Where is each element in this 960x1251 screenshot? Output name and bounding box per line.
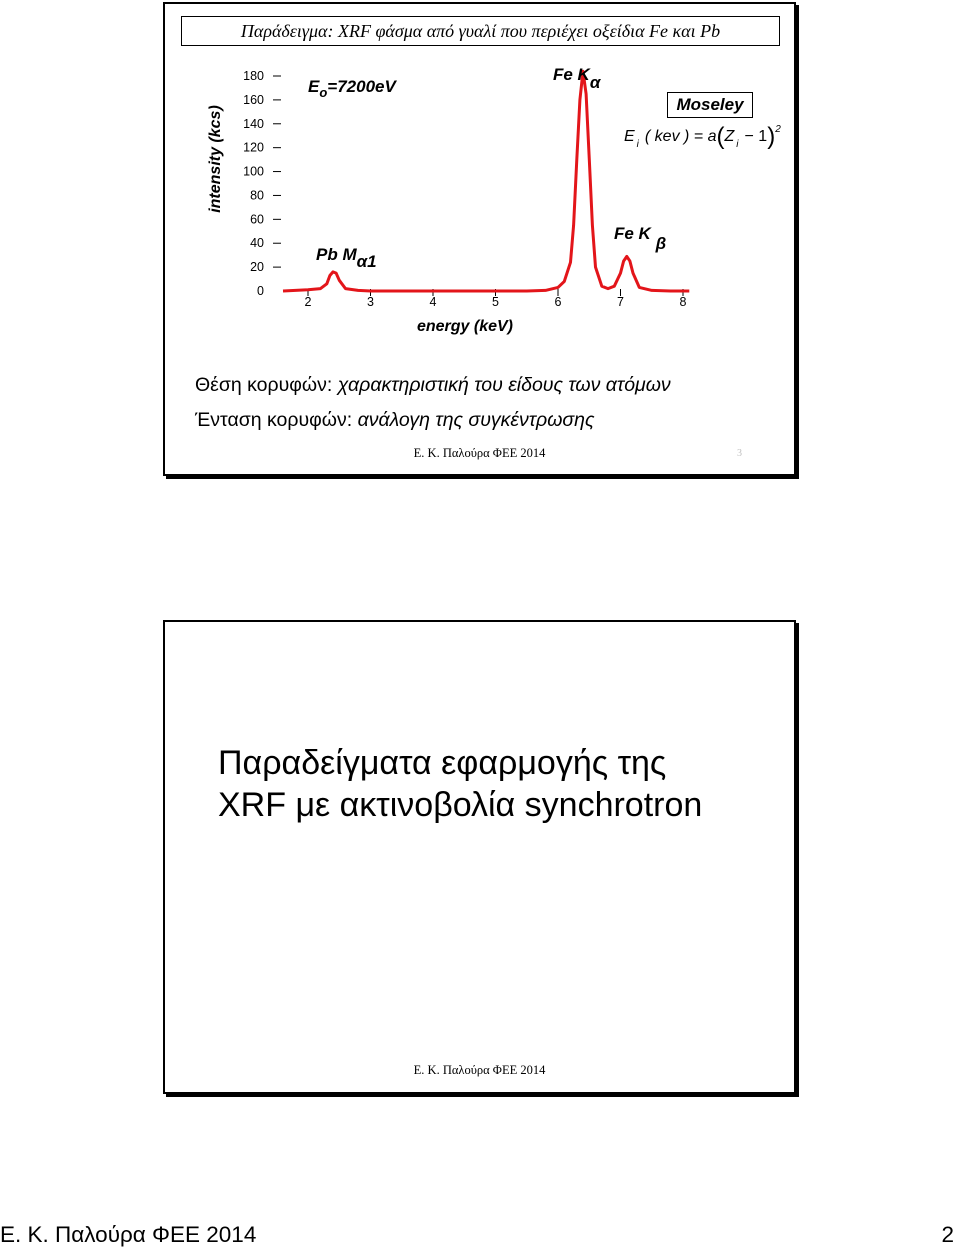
slide-2-title xyxy=(218,742,702,826)
formula-exponent: 2 xyxy=(775,124,781,135)
y-tick-label: 140 xyxy=(243,116,264,131)
formula-z: Z xyxy=(724,128,735,145)
y-tick-label: 80 xyxy=(250,188,264,203)
peak-position-text xyxy=(195,374,671,397)
x-tick-label: 8 xyxy=(679,295,687,309)
slide-1 xyxy=(163,2,796,476)
slide-number: 3 xyxy=(737,448,742,459)
slide-2-title-line-1: Παραδείγματα εφαρμογής της xyxy=(218,744,667,782)
y-tick-label: 100 xyxy=(243,164,264,179)
x-tick-label: 7 xyxy=(617,295,624,309)
moseley-label: Moseley xyxy=(667,92,753,118)
formula-e: E xyxy=(624,128,635,145)
x-axis-title: energy (keV) xyxy=(416,318,514,335)
slide-2 xyxy=(163,620,796,1094)
x-tick-label: 4 xyxy=(429,295,437,309)
moseley-formula: E $_i$ ( kev ) = a(Z $_i$ − 1)$^2$ xyxy=(624,123,781,150)
page-footer-author: Ε. Κ. Παλούρα ΦΕΕ 2014 xyxy=(0,1222,257,1247)
slide-2-title-line-2: XRF με ακτινοβολία synchrotron xyxy=(218,786,703,824)
y-tick-label: 180 xyxy=(243,69,264,83)
y-tick-label: 20 xyxy=(250,260,264,275)
y-axis-title: intensity (kcs) xyxy=(207,105,224,213)
source-energy-label: $E_o=7200eV$ xyxy=(308,77,396,100)
pb-malpha-label: Pb Mα1 xyxy=(316,245,377,271)
y-tick-label: 0 xyxy=(257,284,264,298)
slide-1-footer: Ε. Κ. Παλούρα ΦΕΕ 2014 xyxy=(413,446,546,460)
fe-kalpha-label: Fe Kα xyxy=(553,65,601,92)
x-tick-label: 3 xyxy=(367,295,374,309)
slide-2-footer: Ε. Κ. Παλούρα ΦΕΕ 2014 xyxy=(413,1063,546,1077)
formula-minus-one: − 1 xyxy=(744,128,768,145)
y-tick-label: 40 xyxy=(250,236,264,251)
peak-intensity-text xyxy=(195,409,594,432)
formula-sub-i2: i xyxy=(736,139,739,150)
y-tick-label: 160 xyxy=(243,92,264,107)
x-tick-label: 2 xyxy=(304,295,312,309)
formula-sub-i: i xyxy=(636,139,639,150)
x-tick-label: 6 xyxy=(554,295,562,309)
x-tick-label: 5 xyxy=(492,295,499,309)
fe-kbeta-label: Fe K β xyxy=(614,224,667,253)
y-tick-label: 60 xyxy=(250,212,264,227)
formula-unit: ( kev ) = a xyxy=(644,128,717,145)
slide-1-title: Παράδειγμα: XRF φάσμα από γυαλί που περιέχει οξείδια Fe και Pb xyxy=(181,16,780,46)
peak-position-desc: χαρακτηριστική του είδους των ατόμων xyxy=(337,374,671,396)
peak-position-label: Θέση κορυφών: xyxy=(195,374,338,396)
page-number: 2 xyxy=(941,1222,954,1247)
xrf-spectrum-chart xyxy=(165,4,794,344)
peak-intensity-desc: ανάλογη της συγκέντρωσης xyxy=(357,409,595,431)
peak-intensity-label: Ένταση κορυφών: xyxy=(195,409,358,431)
y-tick-label: 120 xyxy=(243,140,264,155)
